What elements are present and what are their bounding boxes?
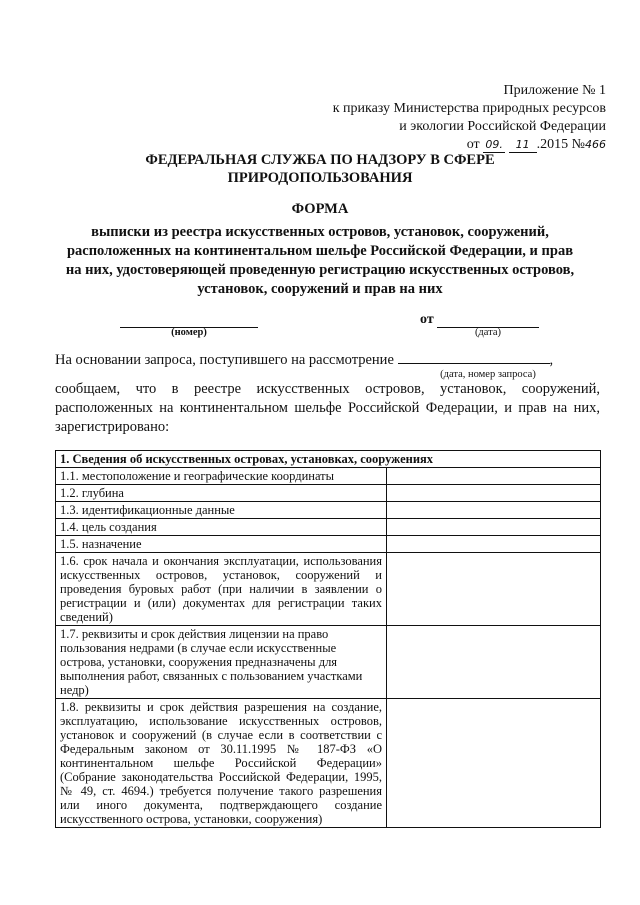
- row-value-cell[interactable]: [387, 553, 601, 626]
- form-description: выписки из реестра искусственных островов, установок, сооружений, расположенных на континентальном шельфе Российской Федерации, и прав на них, удостоверяющей проведенную регистрацию искусственных островов, установок, сооружений и прав на них: [65, 224, 575, 297]
- appendix-ministry-line: и экологии Российской Федерации: [399, 119, 606, 134]
- row-label: 1.7. реквизиты и срок действия лицензии на право пользования недрами (в случае если искусственные острова, установки, сооружения предназначены для выполнения работ, связанных с пользованием участками недр): [56, 626, 387, 699]
- row-value-cell[interactable]: [387, 626, 601, 699]
- basis-line: [55, 351, 553, 369]
- table-row: [56, 699, 601, 828]
- appendix-date-prefix: от: [466, 137, 480, 152]
- agency-title: ФЕДЕРАЛЬНАЯ СЛУЖБА ПО НАДЗОРУ В СФЕРЕ ПРИРОДОПОЛЬЗОВАНИЯ: [145, 152, 495, 186]
- row-value-cell[interactable]: [387, 699, 601, 828]
- request-field[interactable]: [398, 351, 550, 364]
- form-title: ФОРМА: [291, 201, 349, 217]
- appendix-month: 11: [509, 138, 537, 153]
- row-value-cell[interactable]: [387, 502, 601, 519]
- row-value-cell[interactable]: [387, 485, 601, 502]
- table-row: [56, 468, 601, 485]
- row-value-cell[interactable]: [387, 519, 601, 536]
- row-label: 1.3. идентификационные данные: [56, 502, 387, 519]
- table-row: [56, 626, 601, 699]
- basis-text: На основании запроса, поступившего на рассмотрение: [55, 352, 394, 368]
- appendix-year: .2015 №: [536, 137, 585, 152]
- row-label: 1.8. реквизиты и срок действия разрешения на создание, эксплуатацию, использование искусственных островов, установок и сооружений (в случае если в соответствии с Федеральным законом от 30.11.1995 № 187-ФЗ «О континентальном шельфе Российской Федерации» (Собрание законодательства Российской Федерации, 1995, № 49, ст. 4694.) требуется получение такого разрешения или иного документа, подтверждающего создание искусственного острова, установки, сооружения): [56, 699, 387, 828]
- table-header: 1. Сведения об искусственных островах, установках, сооружениях: [56, 451, 601, 468]
- table-row: [56, 536, 601, 553]
- registry-table: [55, 450, 601, 828]
- appendix-day: 09.: [483, 138, 505, 153]
- date-caption: (дата): [474, 327, 502, 338]
- row-label: 1.5. назначение: [56, 536, 387, 553]
- appendix-order-line: к приказу Министерства природных ресурсов: [332, 101, 606, 116]
- row-label: 1.4. цель создания: [56, 519, 387, 536]
- table-row: [56, 502, 601, 519]
- table-row: [56, 519, 601, 536]
- table-header-row: [56, 451, 601, 468]
- report-paragraph: сообщаем, что в реестре искусственных островов, установок, сооружений, расположенных на континентальном шельфе Российской Федерации, и прав на них, зарегистрировано:: [55, 381, 600, 435]
- row-label: 1.6. срок начала и окончания эксплуатации, использования искусственных островов, установок, сооружений и проведения буровых работ (при наличии в заявлении о регистрации и (или) документах для регистрации таких сведений): [56, 553, 387, 626]
- row-label: 1.2. глубина: [56, 485, 387, 502]
- row-value-cell[interactable]: [387, 536, 601, 553]
- appendix-block: [333, 82, 606, 154]
- appendix-title: Приложение № 1: [503, 83, 606, 98]
- form-heading: [60, 200, 580, 299]
- table-row: [56, 553, 601, 626]
- ot-label: от: [420, 312, 434, 327]
- request-caption: (дата, номер запроса): [440, 369, 536, 380]
- number-date-row: [0, 313, 640, 343]
- basis-comma: ,: [549, 352, 554, 368]
- row-value-cell[interactable]: [387, 468, 601, 485]
- row-label: 1.1. местоположение и географические координаты: [56, 468, 387, 485]
- appendix-number: 466: [585, 138, 606, 151]
- number-caption: (номер): [171, 327, 207, 338]
- table-row: [56, 485, 601, 502]
